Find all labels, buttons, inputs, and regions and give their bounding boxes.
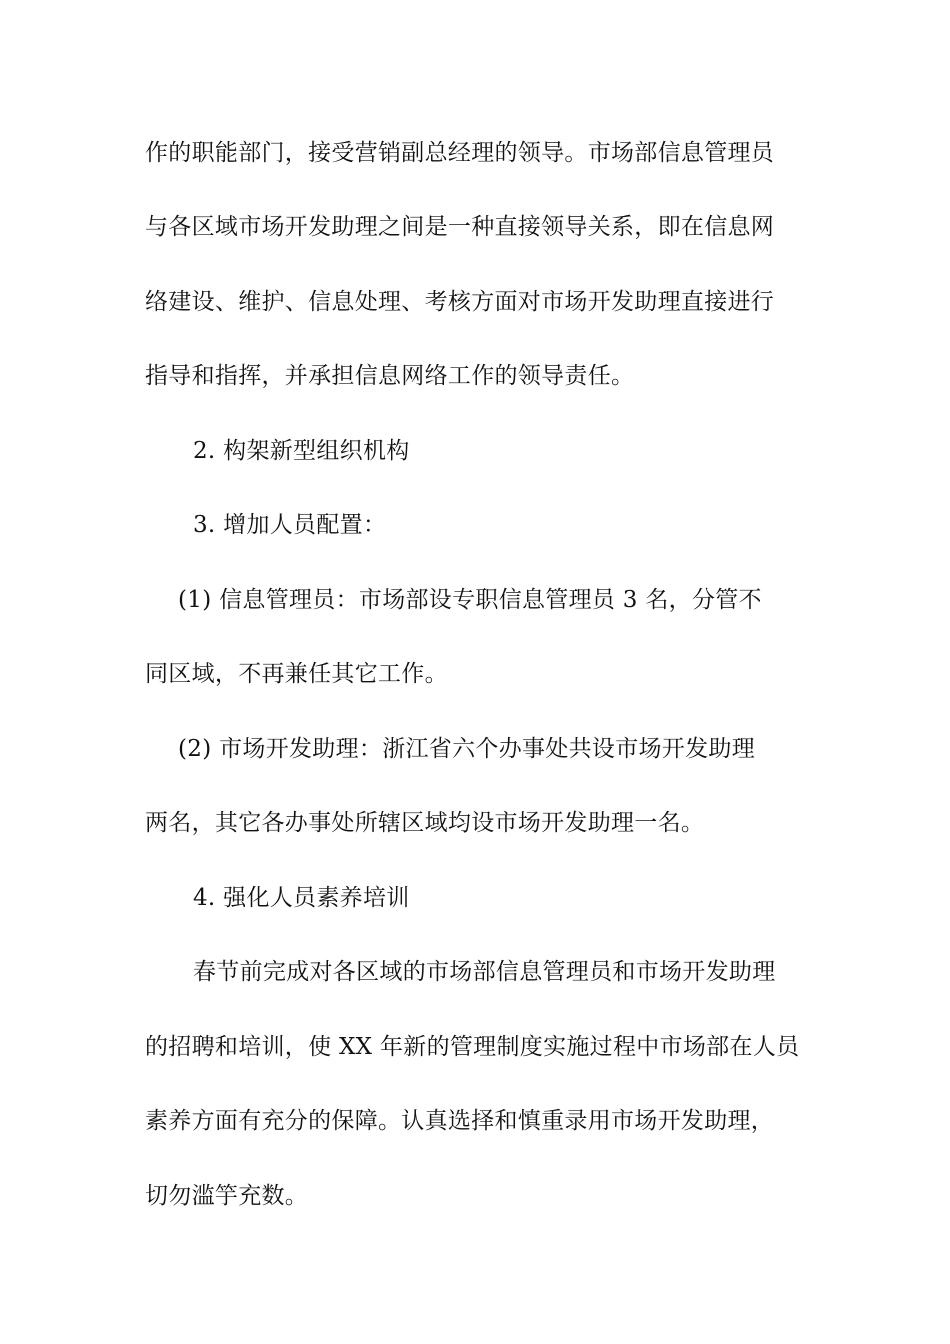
paragraph-line-1: 春节前完成对各区域的市场部信息管理员和市场开发助理 (193, 959, 776, 985)
body-line-4: 指导和指挥，并承担信息网络工作的领导责任。 (145, 363, 635, 389)
list-item-2-line-2: 两名，其它各办事处所辖区域均设市场开发助理一名。 (145, 810, 705, 836)
body-line-1: 作的职能部门，接受营销副总经理的领导。市场部信息管理员 (145, 140, 775, 166)
paragraph-line-4: 切勿滥竽充数。 (145, 1183, 309, 1209)
list-item-1-line-2: 同区域，不再兼任其它工作。 (145, 661, 448, 687)
paragraph-line-2: 的招聘和培训，使 XX 年新的管理制度实施过程中市场部在人员 (145, 1034, 800, 1060)
paragraph-line-3: 素养方面有充分的保障。认真选择和慎重录用市场开发助理， (145, 1108, 775, 1134)
list-item-1-line-1: (1) 信息管理员：市场部设专职信息管理员 3 名，分管不 (178, 587, 762, 613)
body-line-3: 络建设、维护、信息处理、考核方面对市场开发助理直接进行 (145, 289, 775, 315)
section-heading-3: 3. 增加人员配置： (193, 512, 387, 538)
section-heading-4: 4. 强化人员素养培训 (193, 885, 410, 911)
body-line-2: 与各区域市场开发助理之间是一种直接领导关系，即在信息网 (145, 214, 775, 240)
list-item-2-line-1: (2) 市场开发助理：浙江省六个办事处共设市场开发助理 (178, 736, 755, 762)
section-heading-2: 2. 构架新型组织机构 (193, 438, 410, 464)
